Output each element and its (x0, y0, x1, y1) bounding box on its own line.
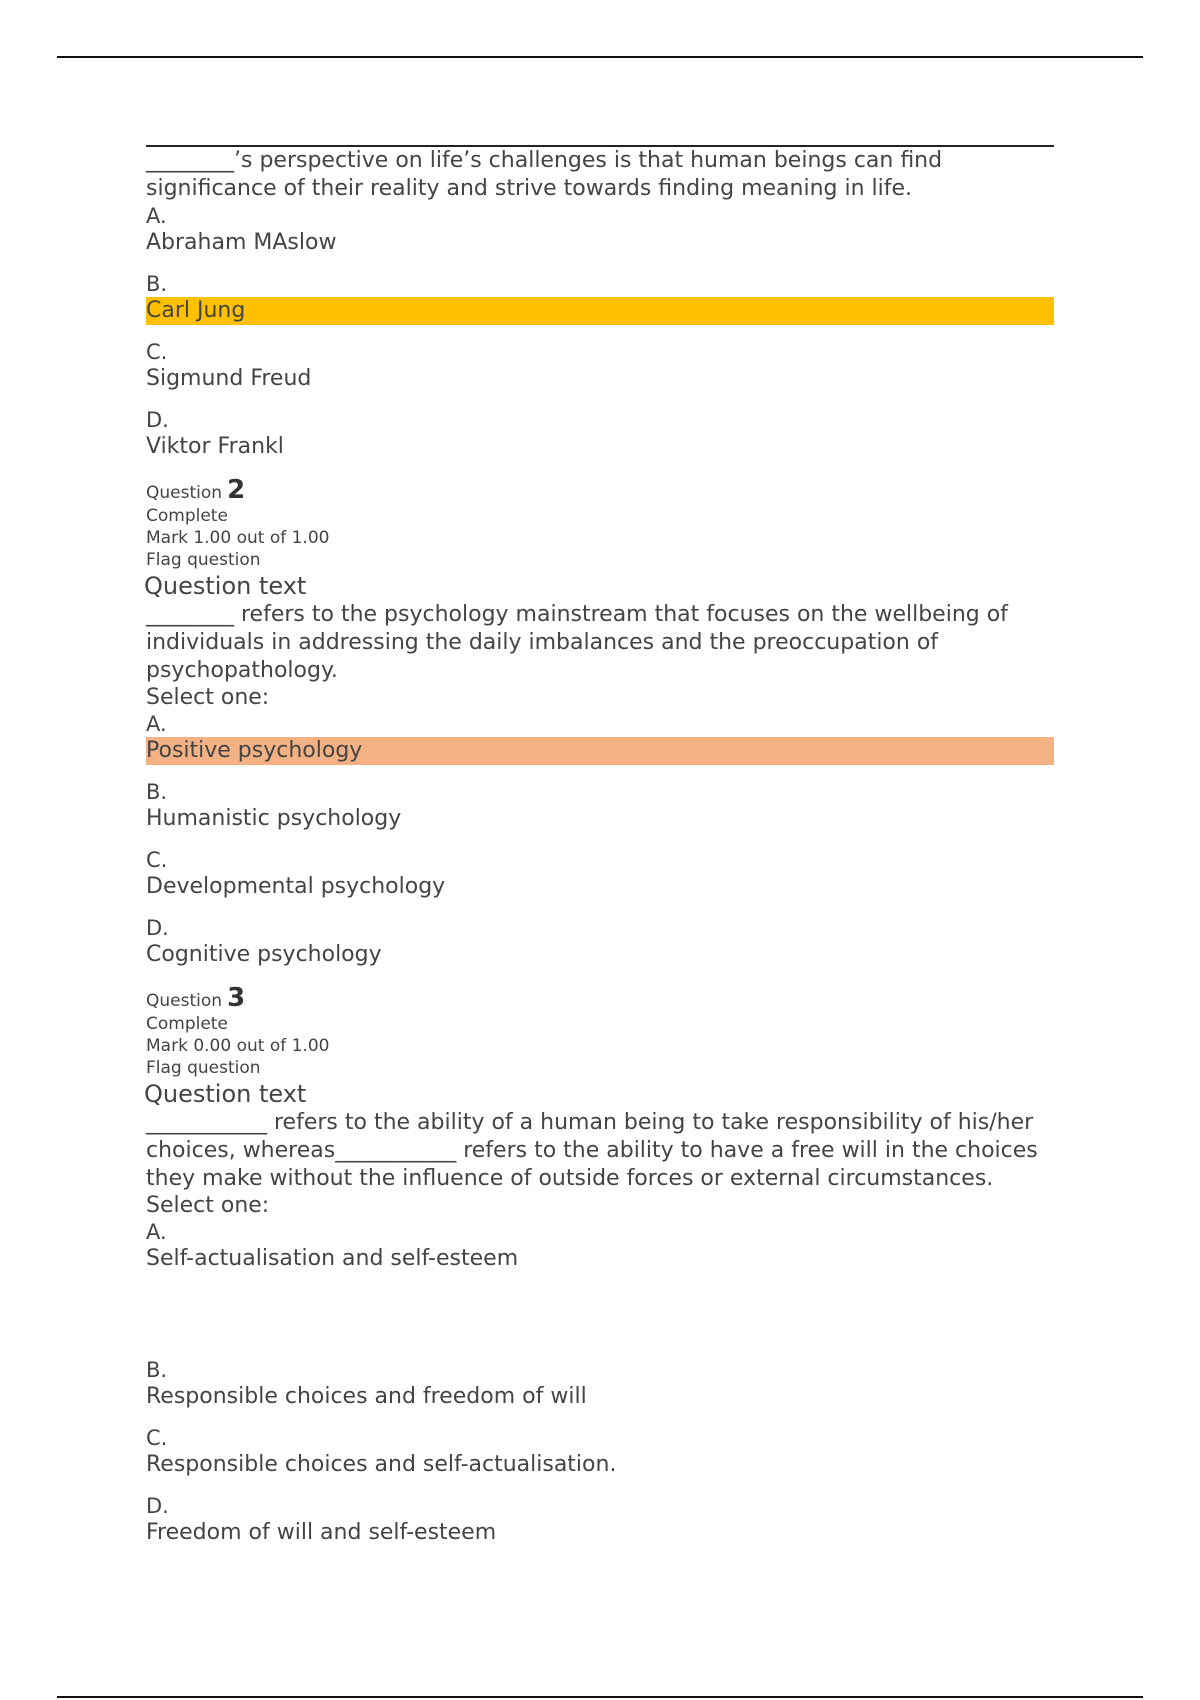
question-3-option-a[interactable]: Self-actualisation and self-esteem (146, 1246, 519, 1271)
question-3-select-one: Select one: (146, 1193, 270, 1218)
question-2-flag[interactable]: Flag question (146, 550, 261, 570)
question-3-header (146, 983, 1054, 1013)
question-1-option-b[interactable]: Carl Jung (146, 297, 1054, 325)
question-2-option-d-letter: D. (146, 916, 169, 940)
question-2-mark: Mark 1.00 out of 1.00 (146, 528, 330, 548)
question-3-option-d-letter: D. (146, 1494, 169, 1518)
question-2-stem: ________ refers to the psychology mainstream that focuses on the wellbeing of individuals in addressing the daily imbalances and the preoccupation of psychopathology. (146, 602, 1008, 683)
question-3-text-label: Question text (144, 1080, 307, 1108)
question-3-flag[interactable]: Flag question (146, 1058, 261, 1078)
question-1-option-b-letter: B. (146, 272, 168, 296)
page-top-rule (57, 56, 1143, 58)
question-3-option-c[interactable]: Responsible choices and self-actualisation. (146, 1452, 617, 1477)
question-3-option-a-letter: A. (146, 1220, 167, 1244)
question-1-stem: ________’s perspective on life’s challenges is that human beings can find significance of their reality and strive towards finding meaning in life. (146, 148, 943, 201)
question-1-option-c[interactable]: Sigmund Freud (146, 366, 312, 391)
question-1-option-c-letter: C. (146, 340, 168, 364)
question-1-option-d-letter: D. (146, 408, 169, 432)
question-3-mark: Mark 0.00 out of 1.00 (146, 1036, 330, 1056)
question-3-number: 3 (227, 983, 246, 1013)
question-1-option-d[interactable]: Viktor Frankl (146, 434, 284, 459)
question-3-option-b-letter: B. (146, 1358, 168, 1382)
question-2-select-one: Select one: (146, 685, 270, 710)
page-bottom-rule (57, 1696, 1143, 1698)
question-3-status: Complete (146, 1014, 228, 1034)
question-2-option-d[interactable]: Cognitive psychology (146, 942, 382, 967)
question-1-option-a[interactable]: Abraham MAslow (146, 230, 337, 255)
question-3-label: Question (146, 991, 223, 1011)
question-2-option-a-letter: A. (146, 712, 167, 736)
question-3-option-d[interactable]: Freedom of will and self-esteem (146, 1520, 497, 1545)
question-2-option-c[interactable]: Developmental psychology (146, 874, 446, 899)
question-2-option-b-letter: B. (146, 780, 168, 804)
question-2-header (146, 475, 1054, 505)
quiz-review-page (146, 145, 1054, 1561)
question-2-option-b[interactable]: Humanistic psychology (146, 806, 402, 831)
question-2-option-c-letter: C. (146, 848, 168, 872)
question-3-option-b[interactable]: Responsible choices and freedom of will (146, 1384, 587, 1409)
question-2-number: 2 (227, 475, 246, 505)
question-1-option-a-letter: A. (146, 204, 167, 228)
question-2-status: Complete (146, 506, 228, 526)
question-2-label: Question (146, 483, 223, 503)
question-3-stem: ___________ refers to the ability of a human being to take responsibility of his/her choices, whereas___________ refers to the ability to have a free will in the choices they make without the influence of outside forces or external circumstances. (146, 1110, 1038, 1191)
question-2-text-label: Question text (144, 572, 307, 600)
question-3-option-c-letter: C. (146, 1426, 168, 1450)
question-2-option-a[interactable]: Positive psychology (146, 737, 1054, 765)
spacer (146, 1287, 1054, 1357)
